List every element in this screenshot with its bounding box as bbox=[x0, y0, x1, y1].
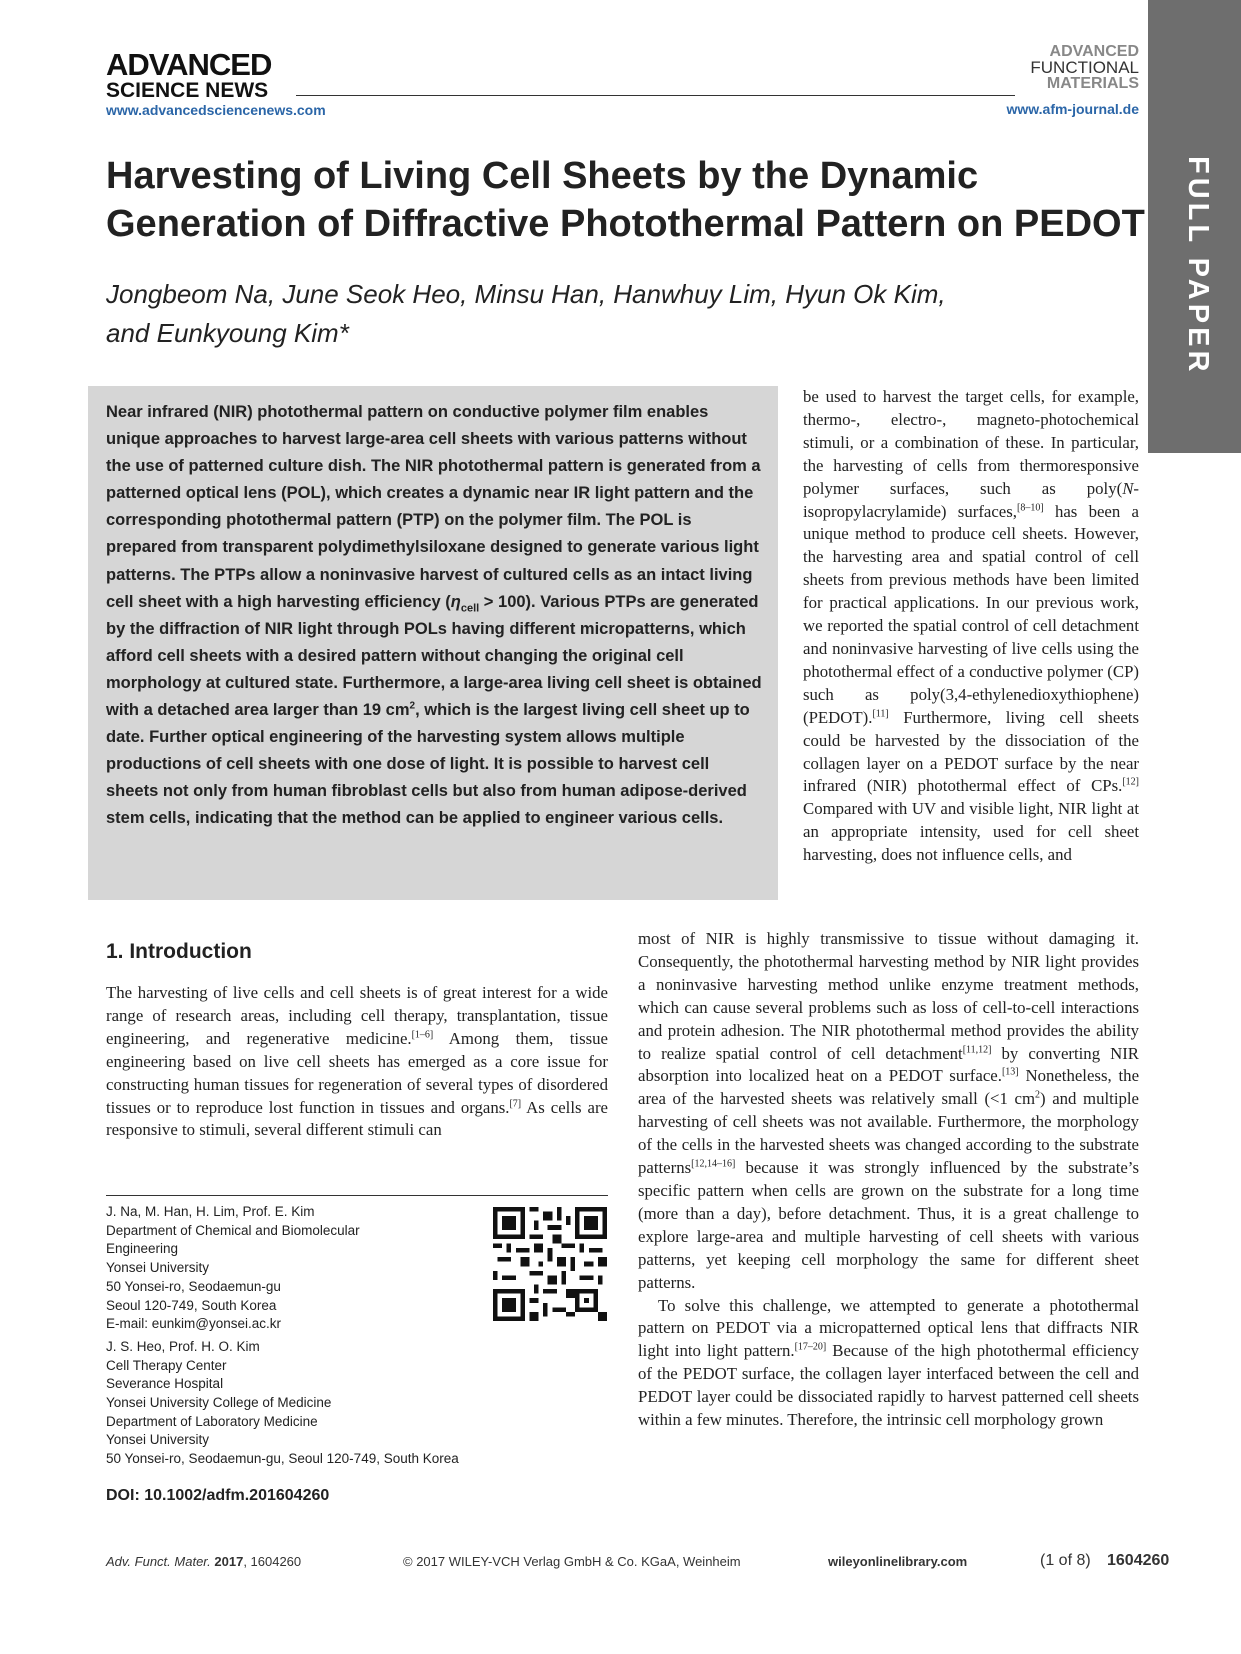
footer-journal: Adv. Funct. Mater. bbox=[106, 1554, 211, 1569]
journal-logo-line2: FUNCTIONAL bbox=[1030, 58, 1139, 77]
right-column-top-text bbox=[803, 386, 1139, 867]
citation-link[interactable]: [7] bbox=[509, 1097, 522, 1109]
text-run: Furthermore, living cell sheets could be harvested by the dissociation of the collagen layer on a PEDOT surface by the near infrared (NIR) photothermal effect of CPs. bbox=[803, 707, 1139, 796]
footer-article: , 1604260 bbox=[243, 1554, 302, 1569]
affiliation-line: Seoul 120-749, South Korea bbox=[106, 1297, 277, 1313]
affiliation-line: Engineering bbox=[106, 1241, 179, 1257]
text-run: be used to harvest the target cells, for example, thermo-, electro-, magneto-photochemical stimuli, or a combination of these. In particular, the harvesting of cells from thermoresponsive polymer surfaces, such as poly( bbox=[803, 387, 1139, 498]
text-run: The harvesting of live cells and cell sheets is of great interest for a wide range of research areas, including cell therapy, transplantation, tissue engineering, and regenerative medicine. bbox=[106, 983, 608, 1048]
journal-logo-line1: ADVANCED bbox=[1049, 43, 1139, 60]
affiliation-line: J. S. Heo, Prof. H. O. Kim bbox=[106, 1338, 260, 1354]
journal-url-link[interactable]: www.afm-journal.de bbox=[1006, 101, 1139, 117]
text-run: Compared with UV and visible light, NIR light at an appropriate intensity, used for cell sheet harvesting, does not influence cells, and bbox=[803, 799, 1139, 865]
introduction-text bbox=[106, 982, 608, 1142]
affiliations bbox=[106, 1203, 526, 1469]
publisher-logo-line1: ADVANCED bbox=[106, 47, 272, 82]
area-superscript: 2 bbox=[1035, 1089, 1041, 1101]
text-run: most of NIR is highly transmissive to tissue without damaging it. Consequently, the photothermal harvesting method by NIR light provides a noninvasive harvesting method unlike enzyme treatment methods, which can cause several problems such as loss of cell-to-cell interactions and protein adhesion. The NIR photothermal method provides the ability to realize spatial control of cell detachment bbox=[638, 929, 1139, 1063]
full-paper-tab bbox=[1148, 0, 1241, 453]
abstract-text bbox=[106, 399, 766, 833]
citation-link[interactable]: [11,12] bbox=[962, 1043, 992, 1055]
author-list-line1: Jongbeom Na, June Seok Heo, Minsu Han, Hanwhuy Lim, Hyun Ok Kim, bbox=[106, 279, 946, 309]
article-title-line1: Harvesting of Living Cell Sheets by the Dynamic bbox=[106, 155, 979, 197]
article-title-line2: Generation of Diffractive Photothermal Pattern on PEDOT bbox=[106, 203, 1145, 245]
affiliation-line: Yonsei University bbox=[106, 1432, 210, 1448]
footer-article-number: 1604260 bbox=[1107, 1552, 1170, 1569]
citation-link[interactable]: [17–20] bbox=[794, 1341, 827, 1353]
affiliation-line: Department of Chemical and Biomolecular bbox=[106, 1222, 360, 1238]
publisher-logo-line2: SCIENCE NEWS bbox=[106, 79, 269, 102]
email-link[interactable]: E-mail: eunkim@yonsei.ac.kr bbox=[106, 1316, 282, 1332]
text-run: has been a unique method to produce cell sheets. However, the harvesting area and spatial control of cell sheets from previous methods have been limited for practical applications. In our previous work, we reported the spatial control of cell detachment and noninvasive harvesting of live cells using the photothermal effect of a conductive polymer (CP) such as poly(3,4-ethylenedioxythiophene) (PEDOT). bbox=[803, 501, 1139, 727]
paragraph bbox=[638, 1295, 1139, 1432]
text-run: by converting NIR absorption into localized heat on a PEDOT surface. bbox=[638, 1043, 1139, 1086]
full-paper-label: FULL PAPER bbox=[1182, 156, 1214, 376]
publisher-url-link[interactable]: www.advancedsciencenews.com bbox=[106, 102, 326, 118]
text-run: As cells are responsive to stimuli, several different stimuli can bbox=[106, 1097, 608, 1140]
citation-link[interactable]: [12,14–16] bbox=[691, 1158, 736, 1170]
footer-citation bbox=[106, 1554, 301, 1569]
eta-symbol: η bbox=[450, 592, 461, 611]
header-rule bbox=[296, 95, 1015, 96]
author-list bbox=[106, 275, 1006, 353]
affiliation-line: Department of Laboratory Medicine bbox=[106, 1413, 318, 1429]
abstract-text-part1: Near infrared (NIR) photothermal pattern on conductive polymer film enables unique approaches to harvest large-area cell sheets with various patterns without the use of patterned culture dish. The NIR photothermal pattern is generated from a patterned optical lens (POL), which creates a dynamic near IR light pattern and the corresponding photothermal pattern (PTP) on the polymer film. The POL is prepared from transparent polydimethylsiloxane designed to generate various light patterns. The PTPs allow a noninvasive harvest of cultured cells as an intact living cell sheet with a high harvesting efficiency ( bbox=[106, 403, 761, 611]
paragraph bbox=[638, 928, 1139, 1295]
affiliation-line: Yonsei University College of Medicine bbox=[106, 1395, 332, 1411]
text-run: To solve this challenge, we attempted to generate a photothermal pattern on PEDOT via a micropatterned optical lens that diffracts NIR light into light pattern. bbox=[638, 1295, 1139, 1361]
area-superscript: 2 bbox=[409, 700, 416, 712]
footer-page-count: (1 of 8) bbox=[1040, 1552, 1091, 1569]
text-run: Among them, tissue engineering based on live cell sheets has emerged as a core issue for constructing human tissues for regeneration of several types of disordered tissues or to reproduce lost function in tissues and organs. bbox=[106, 1028, 608, 1117]
journal-logo-line3: MATERIALS bbox=[1046, 75, 1139, 92]
footer-year: 2017 bbox=[214, 1554, 244, 1569]
journal-logo bbox=[1007, 44, 1140, 117]
text-run-italic: N bbox=[1122, 478, 1134, 498]
author-list-line2: and Eunkyoung Kim* bbox=[106, 318, 349, 348]
text-run: -isopropylacrylamide) surfaces, bbox=[803, 478, 1139, 521]
affiliation-line: Cell Therapy Center bbox=[106, 1357, 227, 1373]
text-run: because it was strongly influenced by the substrate’s specific pattern when cells are grown on the substrate for a long time (more than a day), before detachment. Thus, it is a great challenge to explore large-area and multiple harvesting of cell sheets with various patterns, yet keeping cell morphology the same for different sheet patterns. bbox=[638, 1158, 1139, 1292]
affiliation-line: J. Na, M. Han, H. Lim, Prof. E. Kim bbox=[106, 1204, 315, 1219]
abstract-box bbox=[88, 386, 778, 900]
citation-link[interactable]: [13] bbox=[1001, 1066, 1019, 1078]
citation-link[interactable]: [12] bbox=[1122, 776, 1139, 788]
citation-link[interactable]: [1–6] bbox=[411, 1029, 434, 1041]
section-heading-introduction: 1. Introduction bbox=[106, 940, 252, 963]
text-run: Because of the high photothermal efficiency of the PEDOT surface, the collagen layer interfaced between the cell and PEDOT layer could be dissociated rapidly to harvest patterned cell sheets within a few minutes. Therefore, the intrinsic cell morphology grown bbox=[638, 1341, 1139, 1430]
publisher-logo bbox=[106, 47, 326, 118]
text-run: Nonetheless, the area of the harvested sheets was relatively small (<1 cm bbox=[638, 1066, 1140, 1109]
right-column-bottom bbox=[638, 928, 1139, 1432]
eta-subscript: cell bbox=[460, 601, 480, 614]
affiliation-line: Yonsei University bbox=[106, 1260, 210, 1276]
footer-site-link[interactable]: wileyonlinelibrary.com bbox=[828, 1554, 968, 1569]
abstract-text-part3: , which is the largest living cell sheet up to date. Further optical engineering of the harvesting system allows multiple productions of cell sheets with one dose of light. It is possible to harvest cell sheets not only from human fibroblast cells but also from human adipose-derived stem cells, indicating that the method can be applied to engineer various cells. bbox=[106, 701, 750, 828]
abstract-text-part2: > 100). Various PTPs are generated by the diffraction of NIR light through POLs having different micropatterns, which afford cell sheets with a desired pattern without changing the original cell morphology at cultured state. Furthermore, a large-area living cell sheet is obtained with a detached area larger than 19 cm bbox=[106, 592, 762, 720]
citation-link[interactable]: [8–10] bbox=[1016, 501, 1044, 513]
doi-link[interactable]: DOI: 10.1002/adfm.201604260 bbox=[106, 1487, 330, 1504]
article-title bbox=[106, 152, 1146, 248]
affiliation-rule bbox=[106, 1195, 608, 1196]
affiliation-line: Severance Hospital bbox=[106, 1376, 224, 1392]
qr-code-icon[interactable] bbox=[493, 1207, 607, 1321]
right-column-top bbox=[803, 386, 1139, 867]
affiliation-line: 50 Yonsei-ro, Seodaemun-gu bbox=[106, 1278, 281, 1294]
footer-copyright: © 2017 WILEY-VCH Verlag GmbH & Co. KGaA, Weinheim bbox=[403, 1554, 741, 1569]
affiliation-line: 50 Yonsei-ro, Seodaemun-gu, Seoul 120-749, South Korea bbox=[106, 1451, 459, 1467]
text-run: ) and multiple harvesting of cell sheets was not available. Furthermore, the morphology of the cells in the harvested sheets was changed according to the substrate patterns bbox=[638, 1089, 1139, 1178]
citation-link[interactable]: [11] bbox=[872, 708, 889, 720]
left-column-introduction bbox=[106, 982, 608, 1142]
